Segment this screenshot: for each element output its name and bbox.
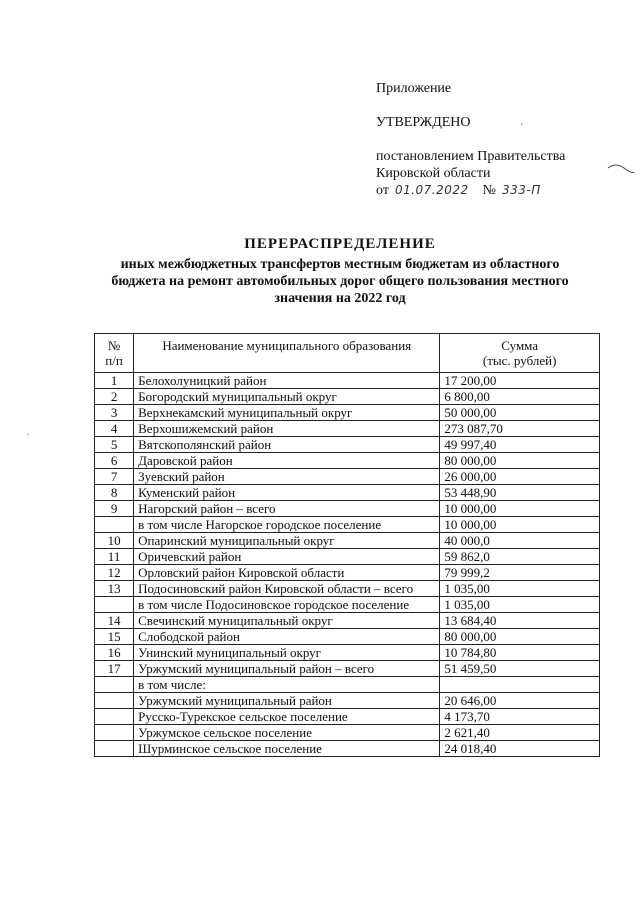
header-name	[134, 334, 440, 373]
cell-num	[95, 677, 134, 693]
cell-sum: 20 646,00	[440, 693, 600, 709]
appendix-label: Приложение	[376, 81, 452, 96]
table-row	[95, 549, 600, 565]
table-row	[95, 693, 600, 709]
cell-name: Шурминское сельское поселение	[134, 741, 440, 757]
title-line-3: значения на 2022 год	[274, 291, 406, 306]
title-line-1: иных межбюджетных трансфертов местным бюджетам из областного	[120, 257, 560, 272]
cell-num	[95, 709, 134, 725]
cell-sum: 51 459,50	[440, 661, 600, 677]
cell-name: в том числе:	[134, 677, 440, 693]
table-row	[95, 629, 600, 645]
cell-num: 3	[95, 405, 134, 421]
cell-name: Уржумский муниципальный район	[134, 693, 440, 709]
table-header-row	[95, 334, 600, 373]
table-row	[95, 725, 600, 741]
cell-sum: 1 035,00	[440, 597, 600, 613]
cell-sum: 26 000,00	[440, 469, 600, 485]
header-num-line1: №	[107, 338, 121, 353]
scan-dot: ·	[26, 430, 30, 441]
table-row	[95, 421, 600, 437]
cell-num: 8	[95, 485, 134, 501]
table-row	[95, 741, 600, 757]
cell-sum: 59 862,0	[440, 549, 600, 565]
cell-sum: 80 000,00	[440, 453, 600, 469]
resolution-line-2: Кировской области	[376, 166, 491, 181]
resolution-line-1: постановлением Правительства	[376, 149, 566, 164]
cell-num	[95, 517, 134, 533]
cell-name: Даровской район	[134, 453, 440, 469]
cell-sum: 10 784,80	[440, 645, 600, 661]
table-row	[95, 709, 600, 725]
number-prefix: №	[482, 183, 497, 198]
cell-sum: 2 621,40	[440, 725, 600, 741]
cell-sum: 10 000,00	[440, 517, 600, 533]
cell-name: Русско-Турекское сельское поселение	[134, 709, 440, 725]
cell-name: Верхнекамский муниципальный округ	[134, 405, 440, 421]
table-row	[95, 581, 600, 597]
cell-name: Нагорский район – всего	[134, 501, 440, 517]
cell-name: Орловский район Кировской области	[134, 565, 440, 581]
cell-name: Зуевский район	[134, 469, 440, 485]
cell-num: 11	[95, 549, 134, 565]
cell-name: Уржумское сельское поселение	[134, 725, 440, 741]
cell-name: в том числе Нагорское городское поселение	[134, 517, 440, 533]
cell-num: 10	[95, 533, 134, 549]
cell-sum: 24 018,40	[440, 741, 600, 757]
cell-num: 5	[95, 437, 134, 453]
cell-sum: 4 173,70	[440, 709, 600, 725]
table-row	[95, 645, 600, 661]
cell-name: Оричевский район	[134, 549, 440, 565]
cell-num: 14	[95, 613, 134, 629]
cell-num: 1	[95, 373, 134, 389]
handwritten-date: 01.07.2022	[394, 183, 469, 197]
scan-dot: ·	[520, 120, 524, 131]
cell-num: 6	[95, 453, 134, 469]
cell-num: 9	[95, 501, 134, 517]
cell-sum: 40 000,0	[440, 533, 600, 549]
cell-num: 15	[95, 629, 134, 645]
cell-name: Верхошижемский район	[134, 421, 440, 437]
title-main: ПЕРЕРАСПРЕДЕЛЕНИЕ	[244, 236, 436, 252]
header-sum-line2: (тыс. рублей)	[482, 353, 557, 368]
table-row	[95, 501, 600, 517]
pen-stroke-mark	[606, 160, 636, 180]
table-row	[95, 373, 600, 389]
cell-name: Белохолуницкий район	[134, 373, 440, 389]
header-name-text: Наименование муниципального образования	[162, 338, 412, 353]
table-row	[95, 485, 600, 501]
table-row	[95, 597, 600, 613]
date-number-line	[376, 182, 565, 199]
cell-num	[95, 741, 134, 757]
header-sum	[440, 334, 600, 373]
cell-num: 4	[95, 421, 134, 437]
transfers-table	[94, 333, 600, 757]
cell-sum: 6 800,00	[440, 389, 600, 405]
cell-num: 12	[95, 565, 134, 581]
header-num	[95, 334, 134, 373]
title-line-2: бюджета на ремонт автомобильных дорог общего пользования местного	[111, 274, 569, 289]
cell-name: Подосиновский район Кировской области – всего	[134, 581, 440, 597]
cell-name: Опаринский муниципальный округ	[134, 533, 440, 549]
table-row	[95, 661, 600, 677]
handwritten-number: 333-П	[502, 183, 541, 197]
table-row	[95, 613, 600, 629]
table-row	[95, 517, 600, 533]
cell-num	[95, 693, 134, 709]
cell-sum	[440, 677, 600, 693]
header-sum-line1: Сумма	[501, 338, 539, 353]
cell-sum: 80 000,00	[440, 629, 600, 645]
cell-name: Унинский муниципальный округ	[134, 645, 440, 661]
table-row	[95, 677, 600, 693]
table-row	[95, 469, 600, 485]
approval-block	[376, 80, 565, 199]
cell-name: Уржумский муниципальный район – всего	[134, 661, 440, 677]
cell-sum: 13 684,40	[440, 613, 600, 629]
cell-name: Куменский район	[134, 485, 440, 501]
cell-sum: 17 200,00	[440, 373, 600, 389]
cell-num: 17	[95, 661, 134, 677]
cell-sum: 53 448,90	[440, 485, 600, 501]
cell-num: 13	[95, 581, 134, 597]
cell-sum: 79 999,2	[440, 565, 600, 581]
table-row	[95, 453, 600, 469]
cell-sum: 10 000,00	[440, 501, 600, 517]
date-prefix: от	[376, 183, 389, 198]
cell-num: 2	[95, 389, 134, 405]
cell-name: Вятскополянский район	[134, 437, 440, 453]
cell-num	[95, 597, 134, 613]
document-title	[80, 236, 600, 307]
cell-name: Богородский муниципальный округ	[134, 389, 440, 405]
header-num-line2: п/п	[105, 353, 123, 368]
cell-name: в том числе Подосиновское городское поселение	[134, 597, 440, 613]
approved-label: УТВЕРЖДЕНО	[376, 115, 471, 130]
cell-name: Слободской район	[134, 629, 440, 645]
cell-num: 7	[95, 469, 134, 485]
cell-num	[95, 725, 134, 741]
table-row	[95, 437, 600, 453]
cell-sum: 49 997,40	[440, 437, 600, 453]
cell-sum: 273 087,70	[440, 421, 600, 437]
cell-name: Свечинский муниципальный округ	[134, 613, 440, 629]
cell-sum: 50 000,00	[440, 405, 600, 421]
table-row	[95, 533, 600, 549]
cell-num: 16	[95, 645, 134, 661]
table-row	[95, 389, 600, 405]
table-row	[95, 405, 600, 421]
cell-sum: 1 035,00	[440, 581, 600, 597]
table-row	[95, 565, 600, 581]
